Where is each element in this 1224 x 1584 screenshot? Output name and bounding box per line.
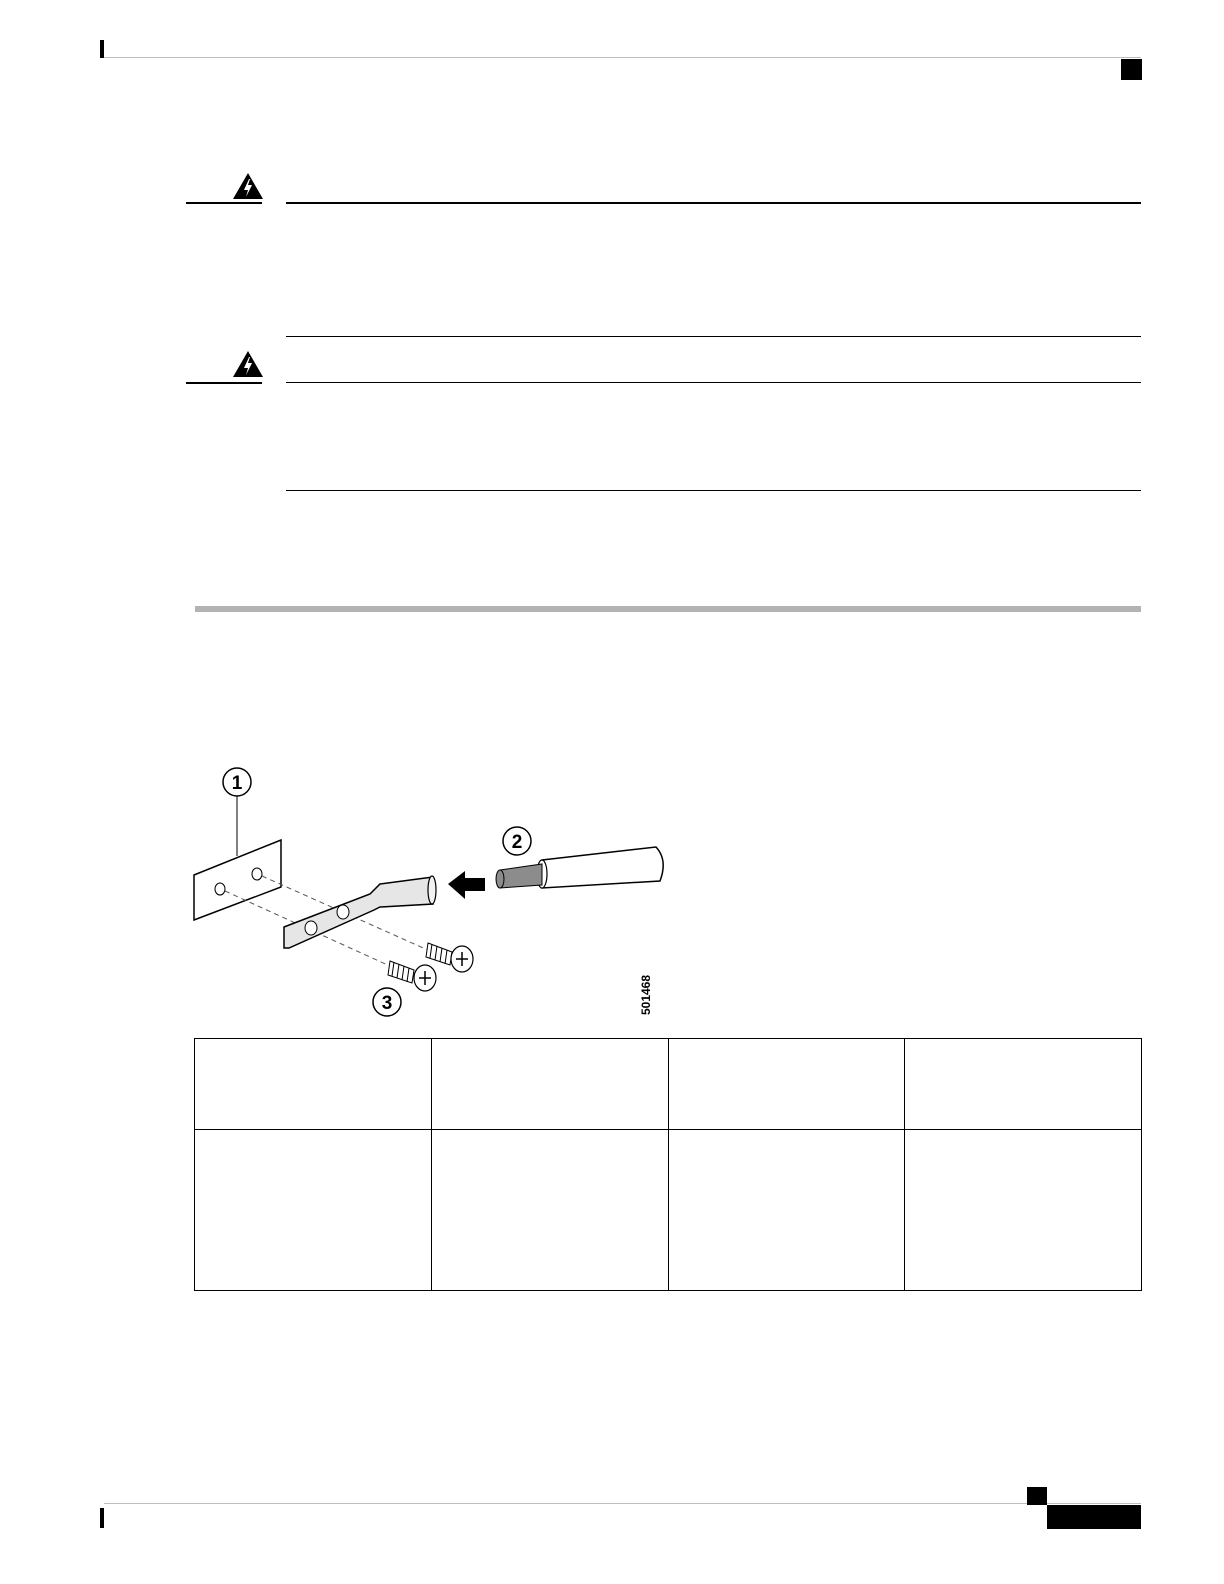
header-page-marker — [1121, 59, 1142, 80]
callout-3 — [373, 988, 401, 1016]
callout-1 — [223, 768, 251, 856]
table-cell — [905, 1039, 1142, 1130]
table-cell — [195, 1039, 432, 1130]
callout-2 — [503, 827, 531, 855]
table-row — [195, 1130, 1142, 1291]
grounding-lug-figure — [180, 760, 680, 1030]
warning-bottom-rule — [286, 336, 1141, 337]
header-margin-mark — [100, 40, 104, 58]
figure-number: 501468 — [639, 974, 653, 1016]
footer-page-tab — [1047, 1505, 1141, 1529]
svg-text:2: 2 — [511, 832, 523, 853]
footer-page-marker — [1027, 1487, 1047, 1505]
table-cell — [195, 1130, 432, 1291]
svg-text:3: 3 — [381, 993, 393, 1014]
table-cell — [668, 1039, 905, 1130]
warning-label-underline — [186, 382, 262, 384]
table-cell — [668, 1130, 905, 1291]
callout-table — [194, 1038, 1142, 1291]
header-rule — [104, 57, 1141, 58]
svg-text:1: 1 — [231, 773, 243, 794]
table-cell — [431, 1039, 668, 1130]
warning-bottom-rule — [286, 490, 1141, 491]
warning-triangle-icon — [232, 172, 264, 200]
warning-top-rule — [286, 202, 1141, 204]
footer-rule — [104, 1503, 1141, 1504]
warning-label-underline — [186, 202, 262, 204]
table-cell — [431, 1130, 668, 1291]
insert-arrow-icon — [448, 871, 485, 899]
table-header-row — [195, 1039, 1142, 1130]
screw — [388, 961, 436, 991]
warning-top-rule — [286, 382, 1141, 383]
table-cell — [905, 1130, 1142, 1291]
screw — [426, 943, 473, 972]
section-separator — [195, 606, 1141, 612]
warning-triangle-icon — [232, 350, 264, 378]
grounding-lug — [284, 876, 436, 948]
footer-margin-mark — [100, 1508, 104, 1528]
